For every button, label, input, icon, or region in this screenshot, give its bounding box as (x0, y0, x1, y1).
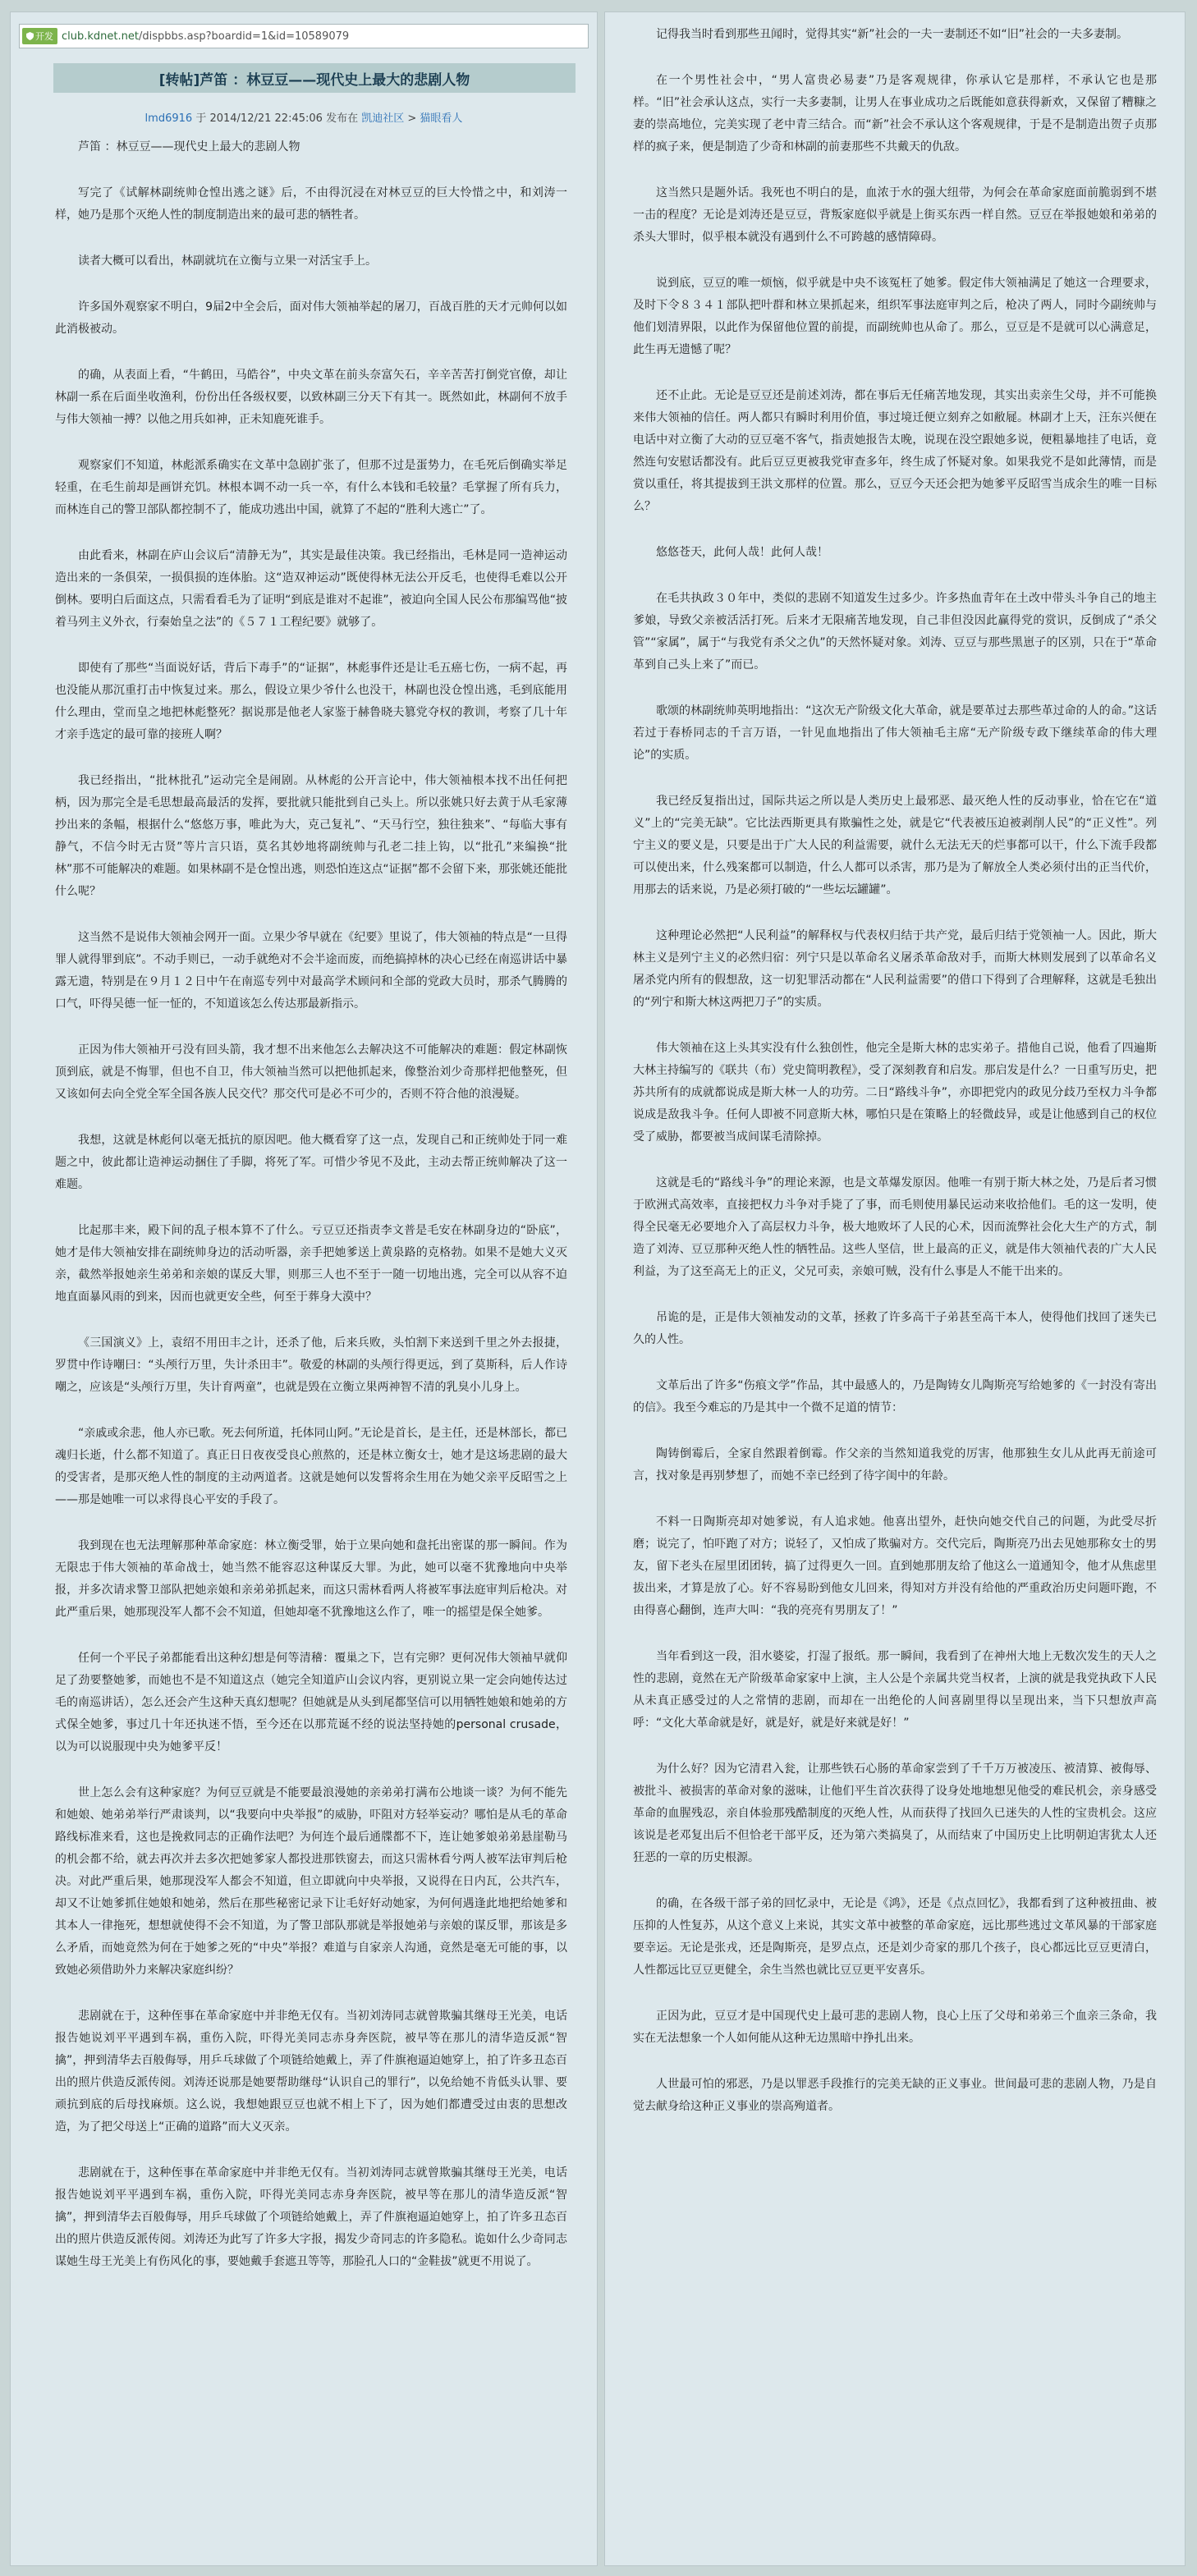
article-paragraph: 在一个男性社会中，“男人富贵必易妻”乃是客观规律，你承认它是那样，不承认它也是那样。“旧”社会承认这点，实行一夫多妻制，让男人在事业成功之后既能如意获得新欢，又保留了糟糠之妻的崇高地位，完美实现了老中青三结合。而“新”社会不承认这个客观规律，于是不是制造出贺子贞那样的疯子来，便是制造了少奇和林副的前妻那些不共戴天的仇敌。 (633, 74, 1157, 154)
article-paragraph: 这当然只是题外话。我死也不明白的是，血浓于水的强大纽带，为何会在革命家庭面前脆弱到不堪一击的程度？无论是刘涛还是豆豆，背叛家庭似乎就是上街买东西一样自然。豆豆在举报她娘和弟弟的杀头大罪时，似乎根本就没有遇到什么不可跨越的感情障碍。 (633, 186, 1157, 244)
article-paragraph: 世上怎么会有这种家庭？为何豆豆就是不能要最浪漫她的亲弟弟打满布公地谈一谈？为何不能先和她娘、她弟弟举行严肃谈判，以“我要向中央举报”的威胁，吓阻对方轻举妄动？哪怕是从毛的革命路线标准来看，这也是挽救同志的正确作法吧？为何连个最后通牒都不下，连让她爹娘弟弟悬崖勒马的机会都不给，就去再次并去多次把她爹家人都投进那铁窗去，而这只需林看兮两人被军法审判后枪决。对此严重后果，她那现没军人都会不知道，但立即就向中央举报，又说得在日内瓦，公共汽车，却又不让她爹抓住她娘和她弟，然后在那些秘密记录下让毛好好动她家，为何何遇逢此地把给她爹和其本人一律拖死，想想就使得不会不知道，为了警卫部队那就是举报她弟与亲娘的谋反罪，那该是多么矛盾，而她竟然为何在于她爹之死的“中央”举报？难道与自家亲人沟通，竟然是毫无可能的事，以致她必须借助外力来解决家庭纠纷？ (55, 1786, 567, 1977)
right-column (604, 11, 1186, 2566)
address-bar[interactable] (19, 24, 589, 48)
article-paragraph: 我已经指出，“批林批孔”运动完全是闹剧。从林彪的公开言论中，伟大领袖根本找不出任何把柄，因为那完全是毛思想最高最活的发挥，要批就只能批到自己头上。所以张姚只好去黄于从毛家薄抄出来的条幅，根据什么“悠悠万事，唯此为大，克己复礼”、“天马行空，独往独来”、“每临大事有静气，不信今时无古贤”等片言只语，莫名其妙地将副统帅与孔老二挂上钩，以“批孔”来编换“批林”那不可能解决的难题。如果林副不是仓惶出逃，则恐怕连这点“证据”都不会留下来，那张姚还能批什么呢？ (55, 774, 567, 898)
article-paragraph: 这种理论必然把“人民利益”的解释权与代表权归结于共产党，最后归结于党领袖一人。因此，斯大林主义是列宁主义的必然归宿：列宁只是以革命名义屠杀革命敌对手，而斯大林则发展到了以革命名义屠杀党内所有的假想敌，这一切犯罪活动都在“人民利益需要”的借口下得到了合理解释，这就是毛独出的“列宁和斯大林这两把刀子”的实质。 (633, 929, 1157, 1009)
article-paragraph: 吊诡的是，正是伟大领袖发动的文革，拯救了许多高干子弟甚至高干本人，使得他们找回了迷失已久的人性。 (633, 1311, 1157, 1346)
article-paragraph: 说到底，豆豆的唯一烦恼，似乎就是中央不该冤枉了她爹。假定伟大领袖满足了她这一合理要求，及时下令８３４１部队把叶群和林立果抓起来，组织军事法庭审判之后，枪决了两人，同时今副统帅与他们划清界限，以此作为保留他位置的前提，而副统帅也从命了。那么，豆豆是不是就可以心满意足，此生再无遗憾了呢？ (633, 277, 1157, 356)
article-paragraph: 这当然不是说伟大领袖会网开一面。立果少爷早就在《纪要》里说了，伟大领袖的特点是“一旦得罪人就得罪到底”。不动手则已，一动手就绝对不会半途而废，而绝搞掉林的决心已经在南巡讲话中暴露无遗，特别是在９月１２日中午在南巡专列中对最高学术顾问和全部的党政大员时，那杀气腾腾的口气，吓得吴德一怔一怔的，不知道该怎么传达那最新指示。 (55, 931, 567, 1011)
article-body-right (605, 12, 1185, 2118)
article-paragraph: 还不止此。无论是豆豆还是前述刘涛，都在事后无任痛苦地发现，其实出卖亲生父母，并不可能换来伟大领袖的信任。两人都只有瞬时利用价值，事过境迁便立刻弃之如敝屣。林副才上天，汪东兴便在电话中对立衡了大动的豆豆毫不客气，指责她报告太晚，说现在没空跟她多说，便粗暴地挂了电话，竟然连句安慰话都没有。此后豆豆更被我党审查多年，终生成了怀疑对象。如果我党不是如此薄情，而是赏以重任，将其提拔到王洪文那样的位置。那么，豆豆今天还会把为她爹平反昭雪当成余生的唯一目标么？ (633, 389, 1157, 513)
article-paragraph: “亲戚或余悲，他人亦已歌。死去何所道，托体同山阿。”无论是首长，是主任，还是林部长，都已魂归长逝，什么都不知道了。真正日日夜夜受良心煎熬的，还是林立衡女士，她才是这场悲剧的最大的受害者，是那灭绝人性的制度的主动两道者。这就是她何以发誓将余生用在为她父亲平反昭雪之上——那是她唯一可以求得良心平安的手段了。 (55, 1427, 567, 1506)
article-paragraph: 当年看到这一段，泪水婆娑，打湿了报纸。那一瞬间，我看到了在神州大地上无数次发生的天人之性的悲剧，竟然在无产阶级革命家家中上演，主人公是个亲属共党当权者，上演的就是我党执政下人民从未真正感受过的人之常情的悲剧，而却在一出绝伦的人间喜剧里得以呈现出来，当下只想放声高呼：“文化大革命就是好，就是好，就是好来就是好！” (633, 1650, 1157, 1730)
article-body-left (11, 125, 597, 2273)
article-paragraph: 许多国外观察家不明白，9届2中全会后，面对伟大领袖举起的屠刀，百战百胜的天才元帅何以如此消极被动。 (55, 300, 567, 336)
article-paragraph: 我到现在也无法理解那种革命家庭：林立衡受罪，始于立果向她和盘托出密谋的那一瞬间。作为无限忠于伟大领袖的革命战士，她当然不能容忍这种谋反大罪。为此，她可以毫不犹豫地向中央举报，并多次请求警卫部队把她亲娘和亲弟弟抓起来，而这只需林看两人将被军事法庭审判后枪决。对此严重后果，她那现没军人都不会不知道，但她却毫不犹豫地这么作了，唯一的摇望是保全她爹。 (55, 1539, 567, 1619)
article-paragraph: 正因为此，豆豆才是中国现代史上最可悲的悲剧人物，良心上压了父母和弟弟三个血亲三条命，我实在无法想象一个人如何能从这种无边黑暗中挣扎出来。 (633, 2010, 1157, 2045)
url-path: /dispbbs.asp?boardid=1&id=10589079 (138, 30, 350, 43)
article-paragraph: 读者大概可以看出，林副就坑在立衡与立果一对活宝手上。 (78, 254, 377, 268)
article-paragraph: 即使有了那些“当面说好话，背后下毒手”的“证据”，林彪事件还是让毛五癌七伤，一病不起，再也没能从那沉重打击中恢复过来。那么，假设立果少爷什么也没干，林副也没仓惶出逃，毛到底能用什么理由，堂而皇之地把林彪整死？据说那是他老人家鉴于赫鲁晓夫篡党夺权的教训，考察了几十年才亲手选定的最可靠的接班人啊？ (55, 662, 567, 741)
article-paragraph: 由此看来，林副在庐山会议后“清静无为”，其实是最佳决策。我已经指出，毛林是同一造神运动造出来的一条俱荣，一损俱损的连体胎。这“造双神运动”既使得林无法公开反毛，也使得毛难以公开倒林。要明白后面这点，只需看看毛为了证明“到底是谁对不起谁”，被迫向全国人民公布那编骂他“披着马列主义外衣，行秦始皇之法”的《５７１工程纪要》就够了。 (55, 549, 567, 629)
article-paragraph: 陶铸倒霉后，全家自然跟着倒霉。作父亲的当然知道我党的厉害，他那独生女儿从此再无前途可言，找对象是再别梦想了，而她不幸已经到了待字闺中的年龄。 (633, 1447, 1157, 1483)
posted-time: 2014/12/21 22:45:06 (209, 112, 323, 125)
url-host: club.kdnet.net (62, 30, 139, 43)
posted-in: 发布在 (326, 112, 359, 125)
article-paragraph: 我想，这就是林彪何以毫无抵抗的原因吧。他大概看穿了这一点，发现自己和正统帅处于同一难题之中，彼此都让造神运动捆住了手脚，将死了军。可惜少爷见不及此，主动去帮正统帅解决了这一难题。 (55, 1134, 567, 1191)
article-paragraph: 为什么好？因为它清君入瓮，让那些铁石心肠的革命家尝到了千千万万被凌压、被清算、被侮辱、被批斗、被损害的革命对象的滋味，让他们平生首次获得了设身处地地想见他受的难民机会，亲身感受革命的血腥残忍，亲自体验那残酷制度的灭绝人性，从而获得了找回久已迷失的人性的宝贵机会。这应该说是老邓复出后不但恰老干部平反，还为第六类搞臭了，从而结束了中国历史上比明朝迫害犹太人还狂恶的一章的历史根源。 (633, 1762, 1157, 1864)
left-column (10, 11, 598, 2566)
article-paragraph: 正因为伟大领袖开弓没有回头箭，我才想不出来他怎么去解决这不可能解决的难题：假定林副恢顶到底，就是不悔罪，但也不自卫，伟大领袖当然可以把他抓起来，像整治刘少奇那样把他整死，但又该如何去向全党全军全国各族人民交代？那交代可是必不可少的，否则不符合他的浪漫疑。 (55, 1043, 567, 1101)
sub-board-link[interactable]: 猫眼看人 (420, 112, 463, 125)
article-paragraph: 任何一个平民子弟都能看出这种幻想是何等清稽：覆巢之下，岂有完卵？更何况伟大领袖早就仰足了劲要整她爹，而她也不是不知道这点（她完全知道庐山会议内容，更别说立果一定会向她传达过毛的南巡讲话），怎么还会产生这种天真幻想呢？但她就是从头到尾都坚信可以用牺牲她娘和她弟的方式保全她爹，事过几十年还执迷不悟，至今还在以那荒诞不经的说法坚持她的personal crusade，以为可以说服现中央为她爹平反！ (55, 1652, 567, 1753)
article-paragraph: 人世最可怕的邪恶，乃是以罪恶手段推行的完美无缺的正义事业。世间最可悲的悲剧人物，乃是自觉去献身给这种正义事业的崇高殉道者。 (633, 2078, 1157, 2113)
security-badge (22, 28, 57, 44)
article-paragraph: 的确，从表面上看，“牛鹤田，马皓谷”，中央文革在前头奈富矢石，辛辛苦苦打倒党官僚，却让林副一系在后面坐收渔利，份份出任各级权要，以致林副三分天下有其一。既然如此，林副何不放手与伟大领袖一搏？以他之用兵如神，正未知鹿死谁手。 (55, 369, 567, 426)
article-paragraph: 伟大领袖在这上头其实没有什么独创性，他完全是斯大林的忠实弟子。措他自己说，他看了四遍斯大林主持编写的《联共（布）党史简明教程》，受了深刻教育和启发。那启发是什么？一日重写历史，把苏共所有的成就都说成是斯大林一人的功劳。二日“路线斗争”，亦即把党内的政见分歧乃至权力斗争都说成是敌我斗争。任何人即被不同意斯大林，哪怕只是在策略上的轻微歧异，或是让他感到自己的权位受了威胁，都要被当成间谋毛清除掉。 (633, 1042, 1157, 1144)
board-separator: > (407, 112, 417, 125)
article-paragraph: 观察家们不知道，林彪派系确实在文革中急剧扩张了，但那不过是蛋势力，在毛死后倒确实举足轻重，在毛生前却是画饼充饥。林根本调不动一兵一卒，有什么本钱和毛较量？毛掌握了所有兵力，而林连自己的警卫部队都控制不了，能成功逃出中国，就算了不起的“胜利大逃亡”了。 (55, 459, 567, 516)
article-paragraph: 在毛共执政３０年中，类似的悲剧不知道发生过多少。许多热血青年在土改中带头斗争自己的地主爹娘，导致父亲被活活打死。后来才无限痛苦地发现，自己非但没因此赢得党的赏识，反倒成了“杀父管”“家属”，属于“与我党有杀父之仇”的天然怀疑对象。刘涛、豆豆与那些黑崽子的区别，只在于“革命革到自己头上来了”而已。 (633, 592, 1157, 672)
article-paragraph: 悲剧就在于，这种侄事在革命家庭中并非绝无仅有。当初刘涛同志就曾欺骗其继母王光美，电话报告她说刘平平遇到车祸，重伤入院，吓得光美同志赤身奔医院，被早等在那儿的清华造反派“智擒”，押到清华去百般侮辱，用乒乓球做了个项链给她戴上，弄了件旗袍逼迫她穿上，拍了许多丑态百出的照片供造反派传阅。刘涛还说那是她要帮助继母“认识自己的罪行”，以免给她不肯低头认罪、要顽抗到底的后母找麻烦。这么说，我想她跟豆豆也就不相上下了，因为她们都遭受过由衷的思想改造，为了把父母送上“正确的道路”而大义灭亲。 (55, 2010, 567, 2134)
article-paragraph: 写完了《试解林副统帅仓惶出逃之谜》后，不由得沉浸在对林豆豆的巨大怜惜之中，和刘涛一样，她乃是那个灭绝人性的制度制造出来的最可悲的牺牲者。 (55, 186, 567, 222)
article-paragraph: 《三国演义》上，袁绍不用田丰之计，还杀了他，后来兵败，头怕割下来送到千里之外去报捷，罗贯中作诗嘲曰：“头颅行万里，失计杀田丰”。敬爱的林副的头颅行得更远，到了莫斯科，后人作诗嘲之，应该是“头颅行万里，失计育两童”，也就是毁在立衡立果两神智不清的乳臭小儿身上。 (55, 1336, 567, 1394)
article-paragraph: 这就是毛的“路线斗争”的理论来源，也是文革爆发原因。他唯一有别于斯大林之处，乃是后者习惯于欧洲式高效率，直接把权力斗争对手毙了了事，而毛则使用暴民运动来收拾他们。毛的这一发明，使得全民毫无必要地介入了高层权力斗争，极大地败坏了人民的心术，因而流弊社会化大生产的方式，制造了刘涛、豆豆那种灭绝人性的牺牲品。这些人坚信，世上最高的正义，就是伟大领袖代表的广大人民利益，为了这至高无上的正义，父兄可卖，亲娘可贼，没有什么事是人不能干出来的。 (633, 1176, 1157, 1278)
article-paragraph: 比起那丰来，殿下间的乱子根本算不了什么。亏豆豆还指责李文普是毛安在林副身边的“卧底”，她才是伟大领袖安排在副统帅身边的活动听器，亲手把她爹送上黄泉路的克格勃。如果不是她大义灭亲，截然举报她亲生弟弟和亲娘的谋反大罪，则那三人也不至于一随一切地出逃，完全可以从容不迫地直面暴风雨的到来，因而也就更安全些，何至于葬身大漠中？ (55, 1224, 567, 1304)
author-link[interactable]: lmd6916 (144, 112, 193, 125)
article-paragraph: 悠悠苍天，此何人哉！此何人哉！ (656, 546, 828, 559)
post-meta (11, 109, 597, 125)
article-paragraph: 歌颂的林副统帅英明地指出：“这次无产阶级文化大革命，就是要革过去那些革过命的人的命。”这话若过于春桥同志的千言万语，一针见血地指出了伟大领袖毛主席“无产阶级专政下继续革命的伟大理论”的实质。 (633, 704, 1157, 762)
article-paragraph: 记得我当时看到那些丑闻时，觉得其实“新”社会的一夫一妻制还不如“旧”社会的一夫多妻制。 (656, 28, 1129, 41)
board-link[interactable]: 凯迪社区 (361, 112, 405, 125)
posted-prefix: 于 (195, 112, 207, 125)
article-paragraph: 芦笛 ：林豆豆——现代史上最大的悲剧人物 (78, 140, 300, 154)
article-paragraph: 不料一日陶斯亮却对她爹说，有人追求她。他喜出望外，赶快向她交代自己的问题，为此受尽折磨；说完了，怕吓跑了对方；说轻了，又怕成了欺骗对方。交代完后，陶斯亮乃出去见她那称女士的男友，留下老头在屋里团团转，搞了过得更久一回。直到她那朋友给了他这么一道通知令，他才从焦虑里拔出来，才算是放了心。好不容易盼到他女儿回来，得知对方并没有给他的严重政治历史问题吓跑，不由得喜心翻倒，连声大叫：“我的亮亮有男朋友了！” (633, 1515, 1157, 1617)
post-title: [转帖]芦笛 ：林豆豆——现代史上最大的悲剧人物 (53, 63, 576, 93)
article-paragraph: 我已经反复指出过，国际共运之所以是人类历史上最邪恶、最灭绝人性的反动事业，恰在它在“道义”上的“完美无缺”。它比法西斯更具有欺骗性之处，就是它“代表被压迫被剥削人民”的“正义性”。列宁主义的要义是，只要是出于广大人民的利益需要，就什么无法无天的烂事都可以干，什么下流手段都可以使出来，什么残案都可以制造，什么人都可以杀害，那乃是为了解放全人类必须付出的正当代价，用那去的话来说，乃是必须打破的“一些坛坛罐罐”。 (633, 795, 1157, 896)
badge-label: 开发 (35, 31, 53, 42)
article-paragraph: 的确，在各级干部子弟的回忆录中，无论是《鸿》，还是《点点回忆》，我都看到了这种被扭曲、被压抑的人性复苏，从这个意义上来说，其实文革中被整的革命家庭，远比那些逃过文革风暴的干部家庭要幸运。无论是张戎，还是陶斯亮，是罗点点，还是刘少奇家的那几个孩子，良心都远比豆豆更清白，人性都远比豆豆更健全，余生当然也就比豆豆更平安喜乐。 (633, 1897, 1157, 1977)
shield-icon (26, 32, 34, 40)
article-paragraph: 文革后出了许多“伤痕文学”作品，其中最感人的，乃是陶铸女儿陶斯亮写给她爹的《一封没有寄出的信》。我至今难忘的乃是其中一个微不足道的情节： (633, 1379, 1157, 1414)
article-paragraph: 悲剧就在于，这种侄事在革命家庭中并非绝无仅有。当初刘涛同志就曾欺骗其继母王光美，电话报告她说刘平平遇到车祸，重伤入院，吓得光美同志赤身奔医院，被早等在那儿的清华造反派“智擒”，押到清华去百般侮辱，用乒乓球做了个项链给她戴上，弄了件旗袍逼迫她穿上，拍了许多丑态百出的照片供造反派传阅。刘涛还为此写了许多大字报，揭发少奇同志的许多隐私。诡如什么少奇同志谋她生母王光美上有伤风化的事，要她戴手套遮丑等等，那脸孔人口的“金鞋拔”就更不用说了。 (55, 2166, 567, 2268)
